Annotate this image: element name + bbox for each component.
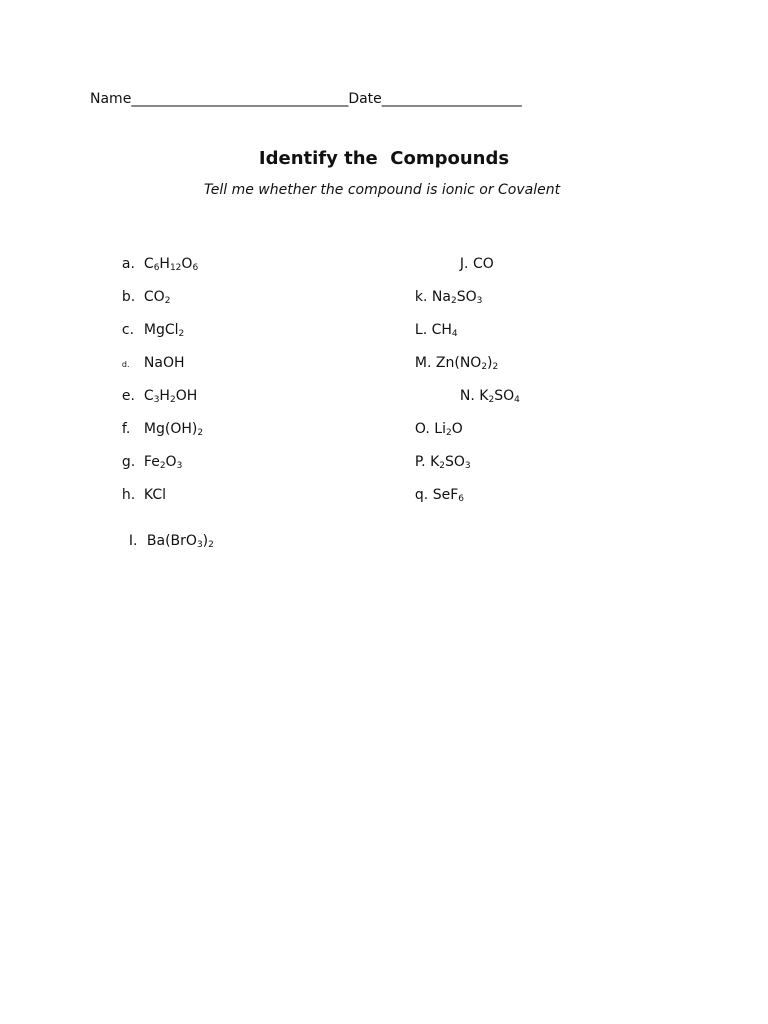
formula-subscript: 3 (176, 461, 183, 471)
formula-text: O (165, 454, 177, 470)
worksheet-instructions: Tell me whether the compound is ionic or Covalent (203, 182, 561, 198)
compound-item-q (406, 468, 464, 504)
item-marker: M. (414, 355, 432, 371)
formula-subscript: 3 (476, 296, 483, 306)
compound-item-b (113, 270, 170, 306)
compound-item-o (406, 402, 463, 438)
formula-text: ) (487, 355, 493, 371)
compound-item-h (113, 468, 166, 504)
formula-text: ) (202, 533, 209, 549)
item-marker: f. (121, 421, 131, 437)
item-marker: g. (121, 454, 136, 470)
formula-text: OH (175, 388, 198, 404)
date-label: Date (348, 91, 382, 107)
formula-text: Li (434, 421, 446, 437)
compound-item-a (113, 237, 198, 273)
date-blank[interactable]: ____________________ (381, 91, 522, 107)
formula-text: Fe (143, 454, 160, 470)
compound-item-m (406, 336, 498, 372)
formula-subscript: 6 (192, 263, 199, 273)
formula-subscript: 2 (208, 540, 214, 550)
formula-text: O (181, 256, 193, 272)
item-marker: O. (414, 421, 430, 437)
formula-text: Mg(OH) (143, 421, 198, 437)
compound-formula (147, 532, 214, 550)
formula-text: Ba(BrO (146, 533, 197, 549)
formula-text: NaOH (143, 355, 185, 371)
item-marker: a. (121, 256, 135, 272)
compound-item-n (451, 369, 520, 405)
name-date-line (90, 91, 522, 107)
formula-subscript: 3 (196, 540, 203, 550)
item-marker: N. (459, 388, 475, 404)
formula-text: CO (472, 256, 494, 272)
formula-subscript: 2 (445, 428, 452, 438)
formula-subscript: 6 (153, 263, 160, 273)
formula-text: K (430, 454, 440, 470)
formula-text: MgCl (143, 322, 179, 338)
formula-text: H (159, 256, 170, 272)
formula-subscript: 12 (169, 263, 182, 273)
formula-text: H (159, 388, 170, 404)
formula-subscript: 4 (451, 329, 458, 339)
item-marker: c. (121, 322, 135, 338)
compound-item-l (406, 303, 458, 339)
formula-subscript: 3 (464, 461, 471, 471)
name-blank[interactable]: _______________________________ (131, 91, 349, 107)
compound-item-e (113, 369, 197, 405)
item-marker: J. (459, 256, 469, 272)
compound-item-j (451, 237, 494, 273)
formula-subscript: 4 (514, 395, 520, 405)
worksheet-title: Identify the Compounds (258, 148, 510, 169)
formula-text: CO (143, 289, 165, 305)
item-marker: L. (414, 322, 428, 338)
item-marker: q. (414, 487, 429, 503)
compound-formula (479, 387, 520, 405)
item-marker: P. (414, 454, 426, 470)
compound-item-f (113, 402, 203, 438)
compound-item-k (406, 270, 482, 306)
item-marker: e. (121, 388, 135, 404)
item-marker: h. (121, 487, 136, 503)
formula-text: SeF (432, 487, 459, 503)
formula-text: K (479, 388, 489, 404)
formula-text: SO (445, 454, 465, 470)
formula-subscript: 2 (492, 362, 499, 372)
compound-item-g (113, 435, 182, 471)
formula-text: Zn(NO (435, 355, 482, 371)
formula-text: CH (431, 322, 452, 338)
formula-subscript: 2 (159, 461, 166, 471)
formula-text: SO (456, 289, 477, 305)
name-label: Name (90, 91, 132, 107)
formula-subscript: 2 (488, 395, 495, 405)
formula-text: KCl (143, 487, 166, 503)
formula-subscript: 2 (178, 329, 185, 339)
compound-item-c (113, 303, 184, 339)
item-marker: k. (414, 289, 428, 305)
formula-text: C (143, 256, 154, 272)
formula-subscript: 6 (458, 494, 464, 504)
formula-subscript: 2 (169, 395, 176, 405)
formula-subscript: 2 (481, 362, 488, 372)
formula-subscript: 3 (153, 395, 160, 405)
compound-formula (433, 486, 464, 504)
compound-formula (144, 486, 166, 504)
item-marker: b. (121, 289, 136, 305)
compound-item-p (406, 435, 471, 471)
formula-subscript: 2 (450, 296, 457, 306)
formula-text: O (451, 421, 463, 437)
formula-subscript: 2 (439, 461, 445, 471)
item-marker: d. (121, 360, 130, 369)
formula-text: Na (431, 289, 451, 305)
formula-text: C (143, 388, 154, 404)
formula-subscript: 2 (197, 428, 204, 438)
item-marker: I. (128, 533, 138, 549)
compound-item-i (120, 514, 214, 550)
formula-subscript: 2 (164, 296, 171, 306)
formula-text: SO (494, 388, 515, 404)
